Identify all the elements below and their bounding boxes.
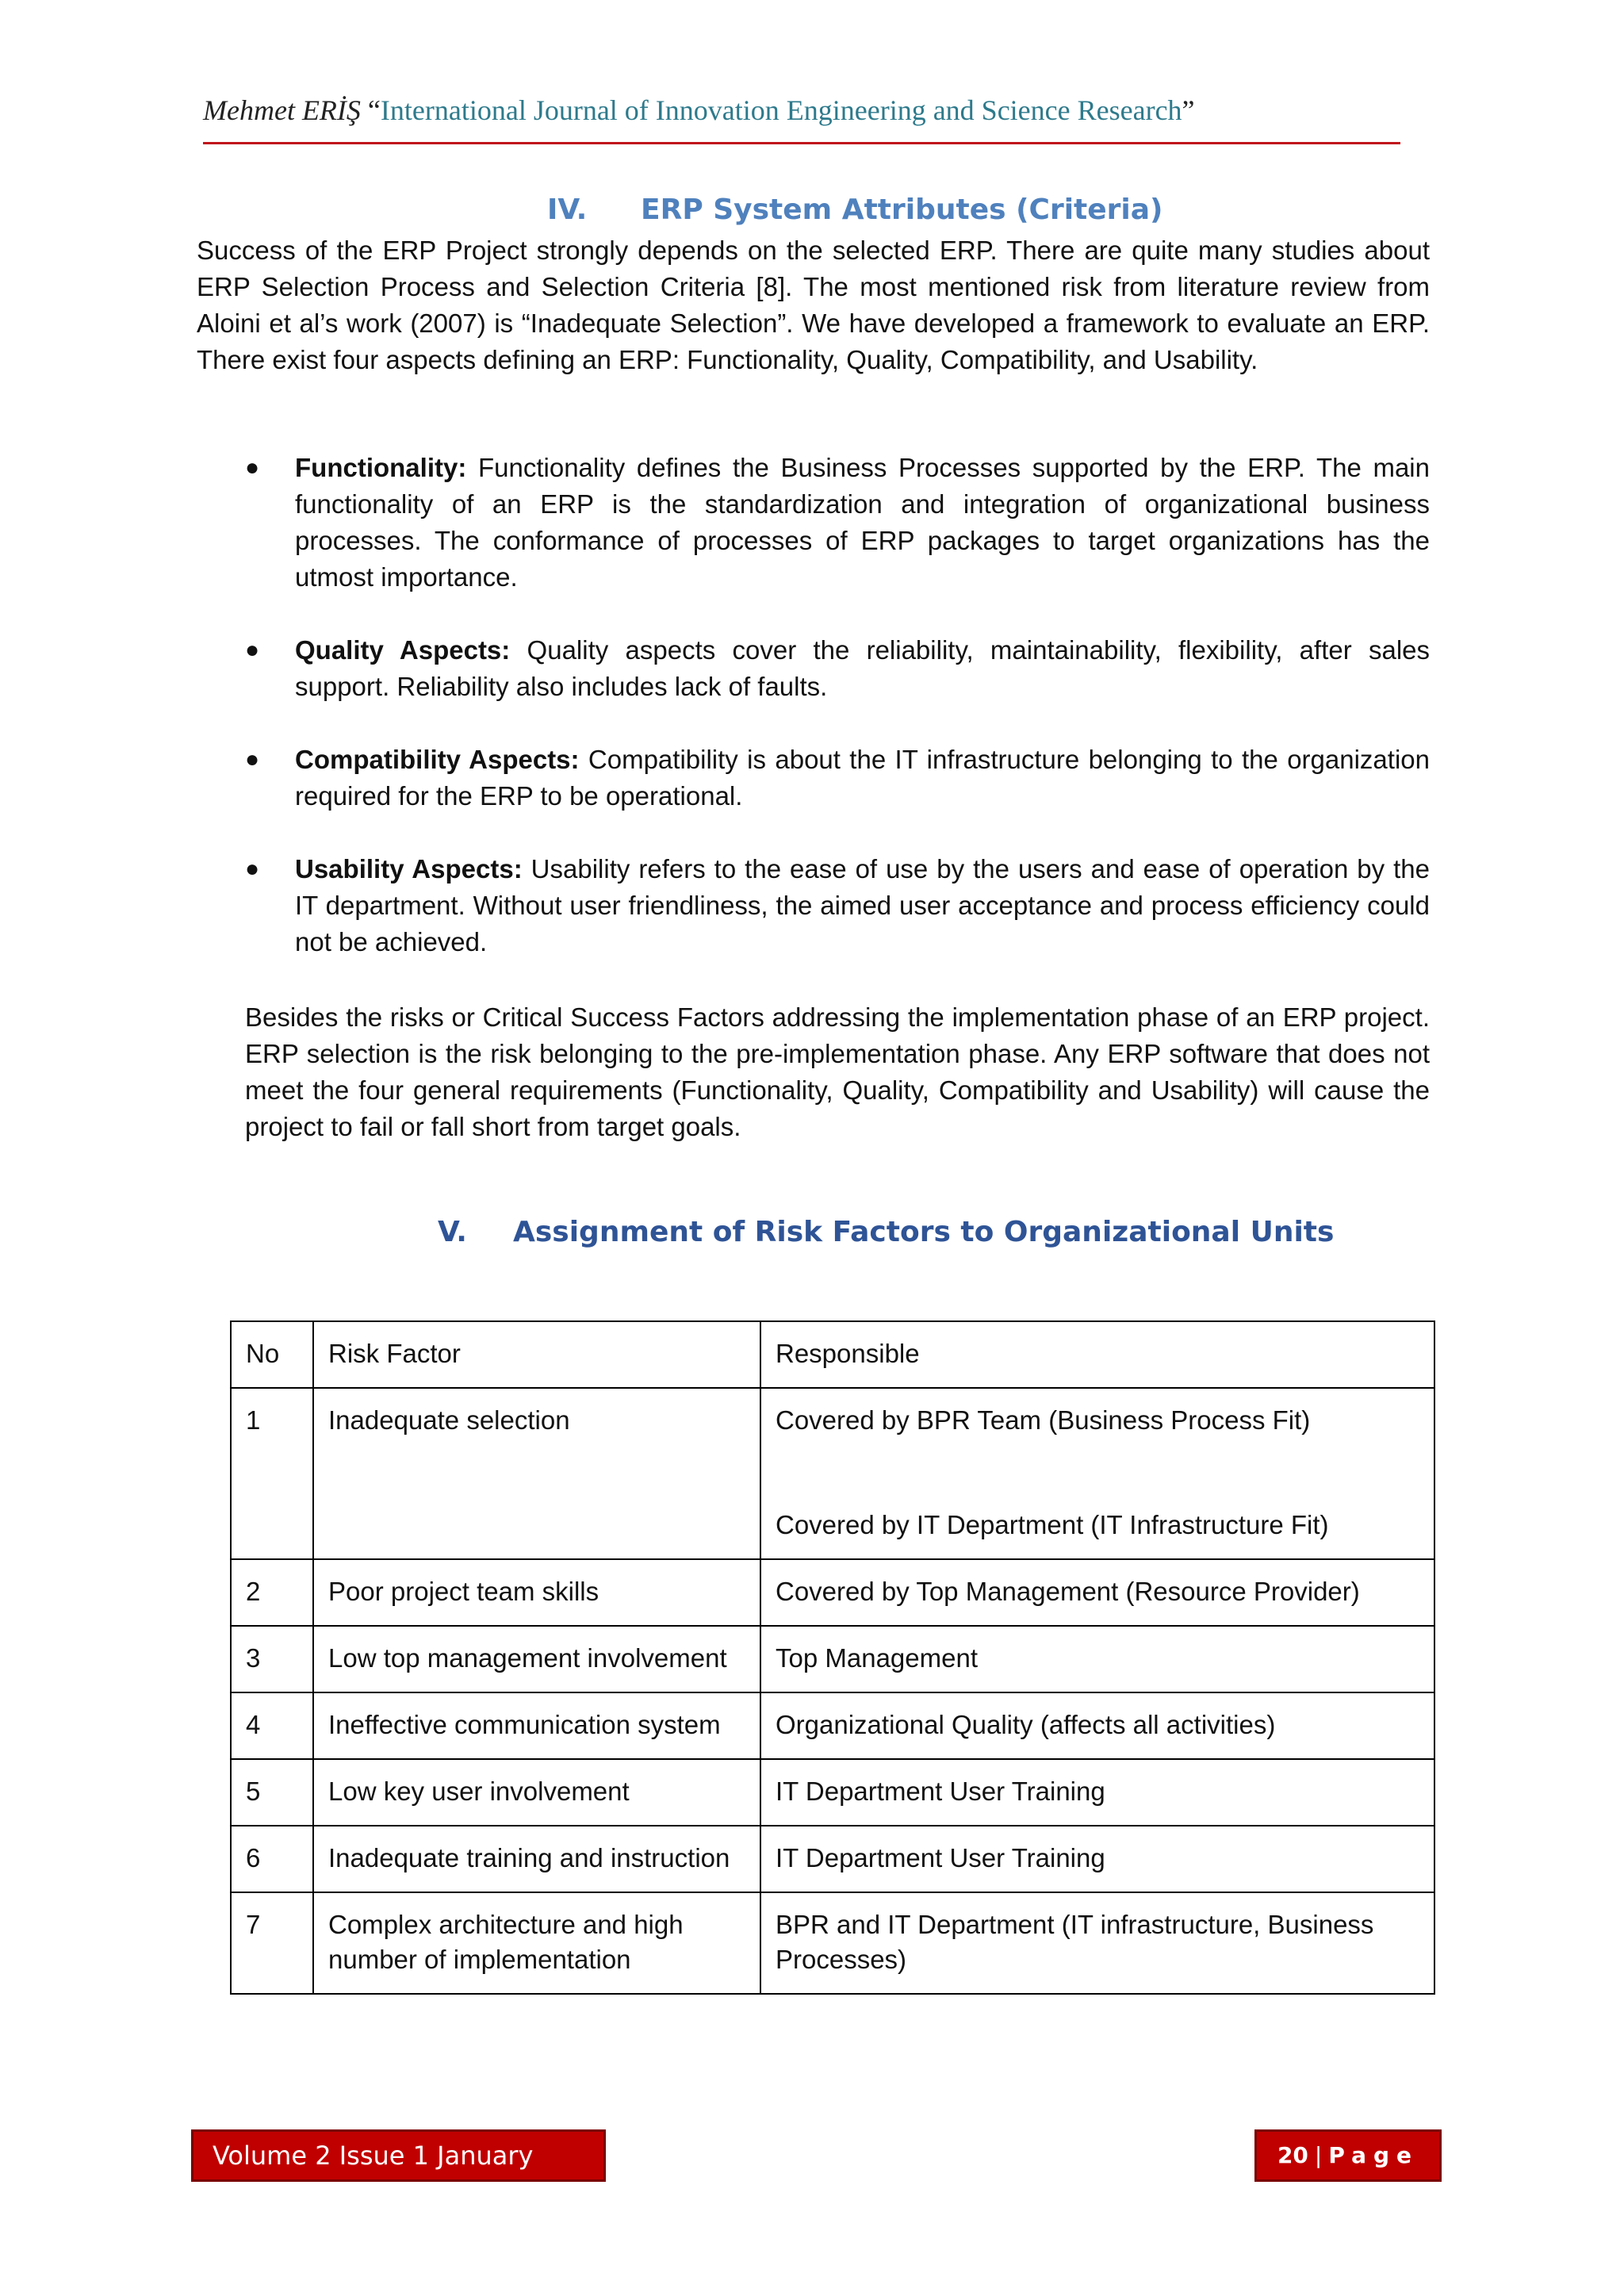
table-row: [231, 1892, 1434, 1994]
table-row: [231, 1692, 1434, 1759]
cell-no: 1: [231, 1388, 313, 1559]
column-header-no: No: [231, 1321, 313, 1388]
cell-responsible: Top Management: [760, 1626, 1434, 1692]
section-5-number: V.: [438, 1216, 467, 1248]
running-header: [203, 94, 1400, 144]
bullet-item-usability: [245, 851, 1430, 960]
table-row: [231, 1388, 1434, 1559]
bullet-dot-icon: ●: [245, 856, 260, 882]
bullet-term: Compatibility Aspects:: [295, 745, 580, 774]
cell-no: 4: [231, 1692, 313, 1759]
cell-responsible: IT Department User Training: [760, 1759, 1434, 1826]
bullet-item-functionality: [245, 450, 1430, 596]
bullet-term: Quality Aspects:: [295, 635, 511, 665]
table-row: [231, 1759, 1434, 1826]
cell-risk-factor: Low top management involvement: [313, 1626, 760, 1692]
bullet-item-quality: [245, 632, 1430, 705]
bullet-text: Usability refers to the ease of use by the users and ease of operation by the IT department. Without user friendliness, the aimed user acceptance and process efficiency could not be achieved.: [295, 854, 1430, 956]
bullet-text: Functionality defines the Business Processes supported by the ERP. The main functionality of an ERP is the standardization and integration of organizational business processes. The conformance of processes of ERP packages to target organizations has the utmost importance.: [295, 453, 1430, 592]
table-row: [231, 1559, 1434, 1626]
criteria-bullet-list: [245, 450, 1430, 997]
header-close-quote: ”: [1182, 94, 1195, 126]
header-open-quote: “: [367, 94, 381, 126]
bullet-dot-icon: ●: [245, 746, 260, 772]
cell-no: 2: [231, 1559, 313, 1626]
cell-no: 5: [231, 1759, 313, 1826]
bullet-text: Quality aspects cover the reliability, maintainability, flexibility, after sales support. Reliability also includes lack of faults.: [295, 635, 1431, 701]
responsible-line: Covered by BPR Team (Business Process Fit): [776, 1405, 1311, 1435]
cell-responsible: IT Department User Training: [760, 1826, 1434, 1892]
column-header-risk-factor: Risk Factor: [313, 1321, 760, 1388]
section-4-heading: [547, 194, 1163, 226]
cell-no: 3: [231, 1626, 313, 1692]
page-word: Page: [1328, 2142, 1419, 2168]
section-4-title: ERP System Attributes (Criteria): [641, 194, 1163, 226]
cell-responsible: [760, 1388, 1434, 1559]
cell-responsible: Organizational Quality (affects all activities): [760, 1692, 1434, 1759]
footer-page-box: [1254, 2129, 1442, 2182]
responsible-line: Covered by IT Department (IT Infrastructure Fit): [776, 1510, 1329, 1539]
cell-responsible: BPR and IT Department (IT infrastructure, Business Processes): [760, 1892, 1434, 1994]
section-5-heading: [438, 1216, 1334, 1248]
page-number: 20: [1277, 2142, 1308, 2168]
cell-no: 7: [231, 1892, 313, 1994]
footer-volume-box: [191, 2129, 606, 2218]
section-5-title: Assignment of Risk Factors to Organizational Units: [513, 1216, 1335, 1248]
footer-volume-text: Volume 2 Issue 1 January 2018: [213, 2141, 534, 2218]
section-4-closing-paragraph: Besides the risks or Critical Success Factors addressing the implementation phase of an ERP project. ERP selection is the risk belonging to the pre-implementation phase. Any ERP software that does not meet the four general requirements (Functionality, Quality, Compatibility and Usability) will cause the project to fail or fall short from target goals.: [245, 1002, 1430, 1141]
risk-factor-table: [230, 1320, 1435, 1995]
cell-risk-factor: Low key user involvement: [313, 1759, 760, 1826]
bullet-dot-icon: ●: [245, 637, 260, 663]
cell-responsible: Covered by Top Management (Resource Provider): [760, 1559, 1434, 1626]
header-author: Mehmet ERİŞ: [203, 94, 361, 126]
cell-no: 6: [231, 1826, 313, 1892]
section-4-intro-paragraph: Success of the ERP Project strongly depends on the selected ERP. There are quite many studies about ERP Selection Process and Selection Criteria [8]. The most mentioned risk from literature review from Aloini et al’s work (2007) is “Inadequate Selection”. We have developed a framework to evaluate an ERP. There exist four aspects defining an ERP: Functionality, Quality, Compatibility, and Usability.: [197, 236, 1430, 374]
table-row: [231, 1826, 1434, 1892]
table-row: [231, 1626, 1434, 1692]
header-journal-title: International Journal of Innovation Engineering and Science Research: [380, 94, 1182, 126]
bullet-text: Compatibility is about the IT infrastructure belonging to the organization required for the ERP to be operational.: [295, 745, 1430, 811]
bullet-dot-icon: ●: [245, 454, 260, 481]
cell-risk-factor: Inadequate selection: [313, 1388, 760, 1559]
bullet-term: Usability Aspects:: [295, 854, 523, 884]
page-separator: |: [1314, 2142, 1323, 2168]
cell-risk-factor: Complex architecture and high number of implementation: [313, 1892, 760, 1994]
bullet-item-compatibility: [245, 742, 1430, 815]
cell-risk-factor: Ineffective communication system: [313, 1692, 760, 1759]
cell-risk-factor: Inadequate training and instruction: [313, 1826, 760, 1892]
section-4-number: IV.: [547, 194, 588, 226]
bullet-term: Functionality:: [295, 453, 467, 482]
table-header-row: [231, 1321, 1434, 1388]
cell-risk-factor: Poor project team skills: [313, 1559, 760, 1626]
column-header-responsible: Responsible: [760, 1321, 1434, 1388]
